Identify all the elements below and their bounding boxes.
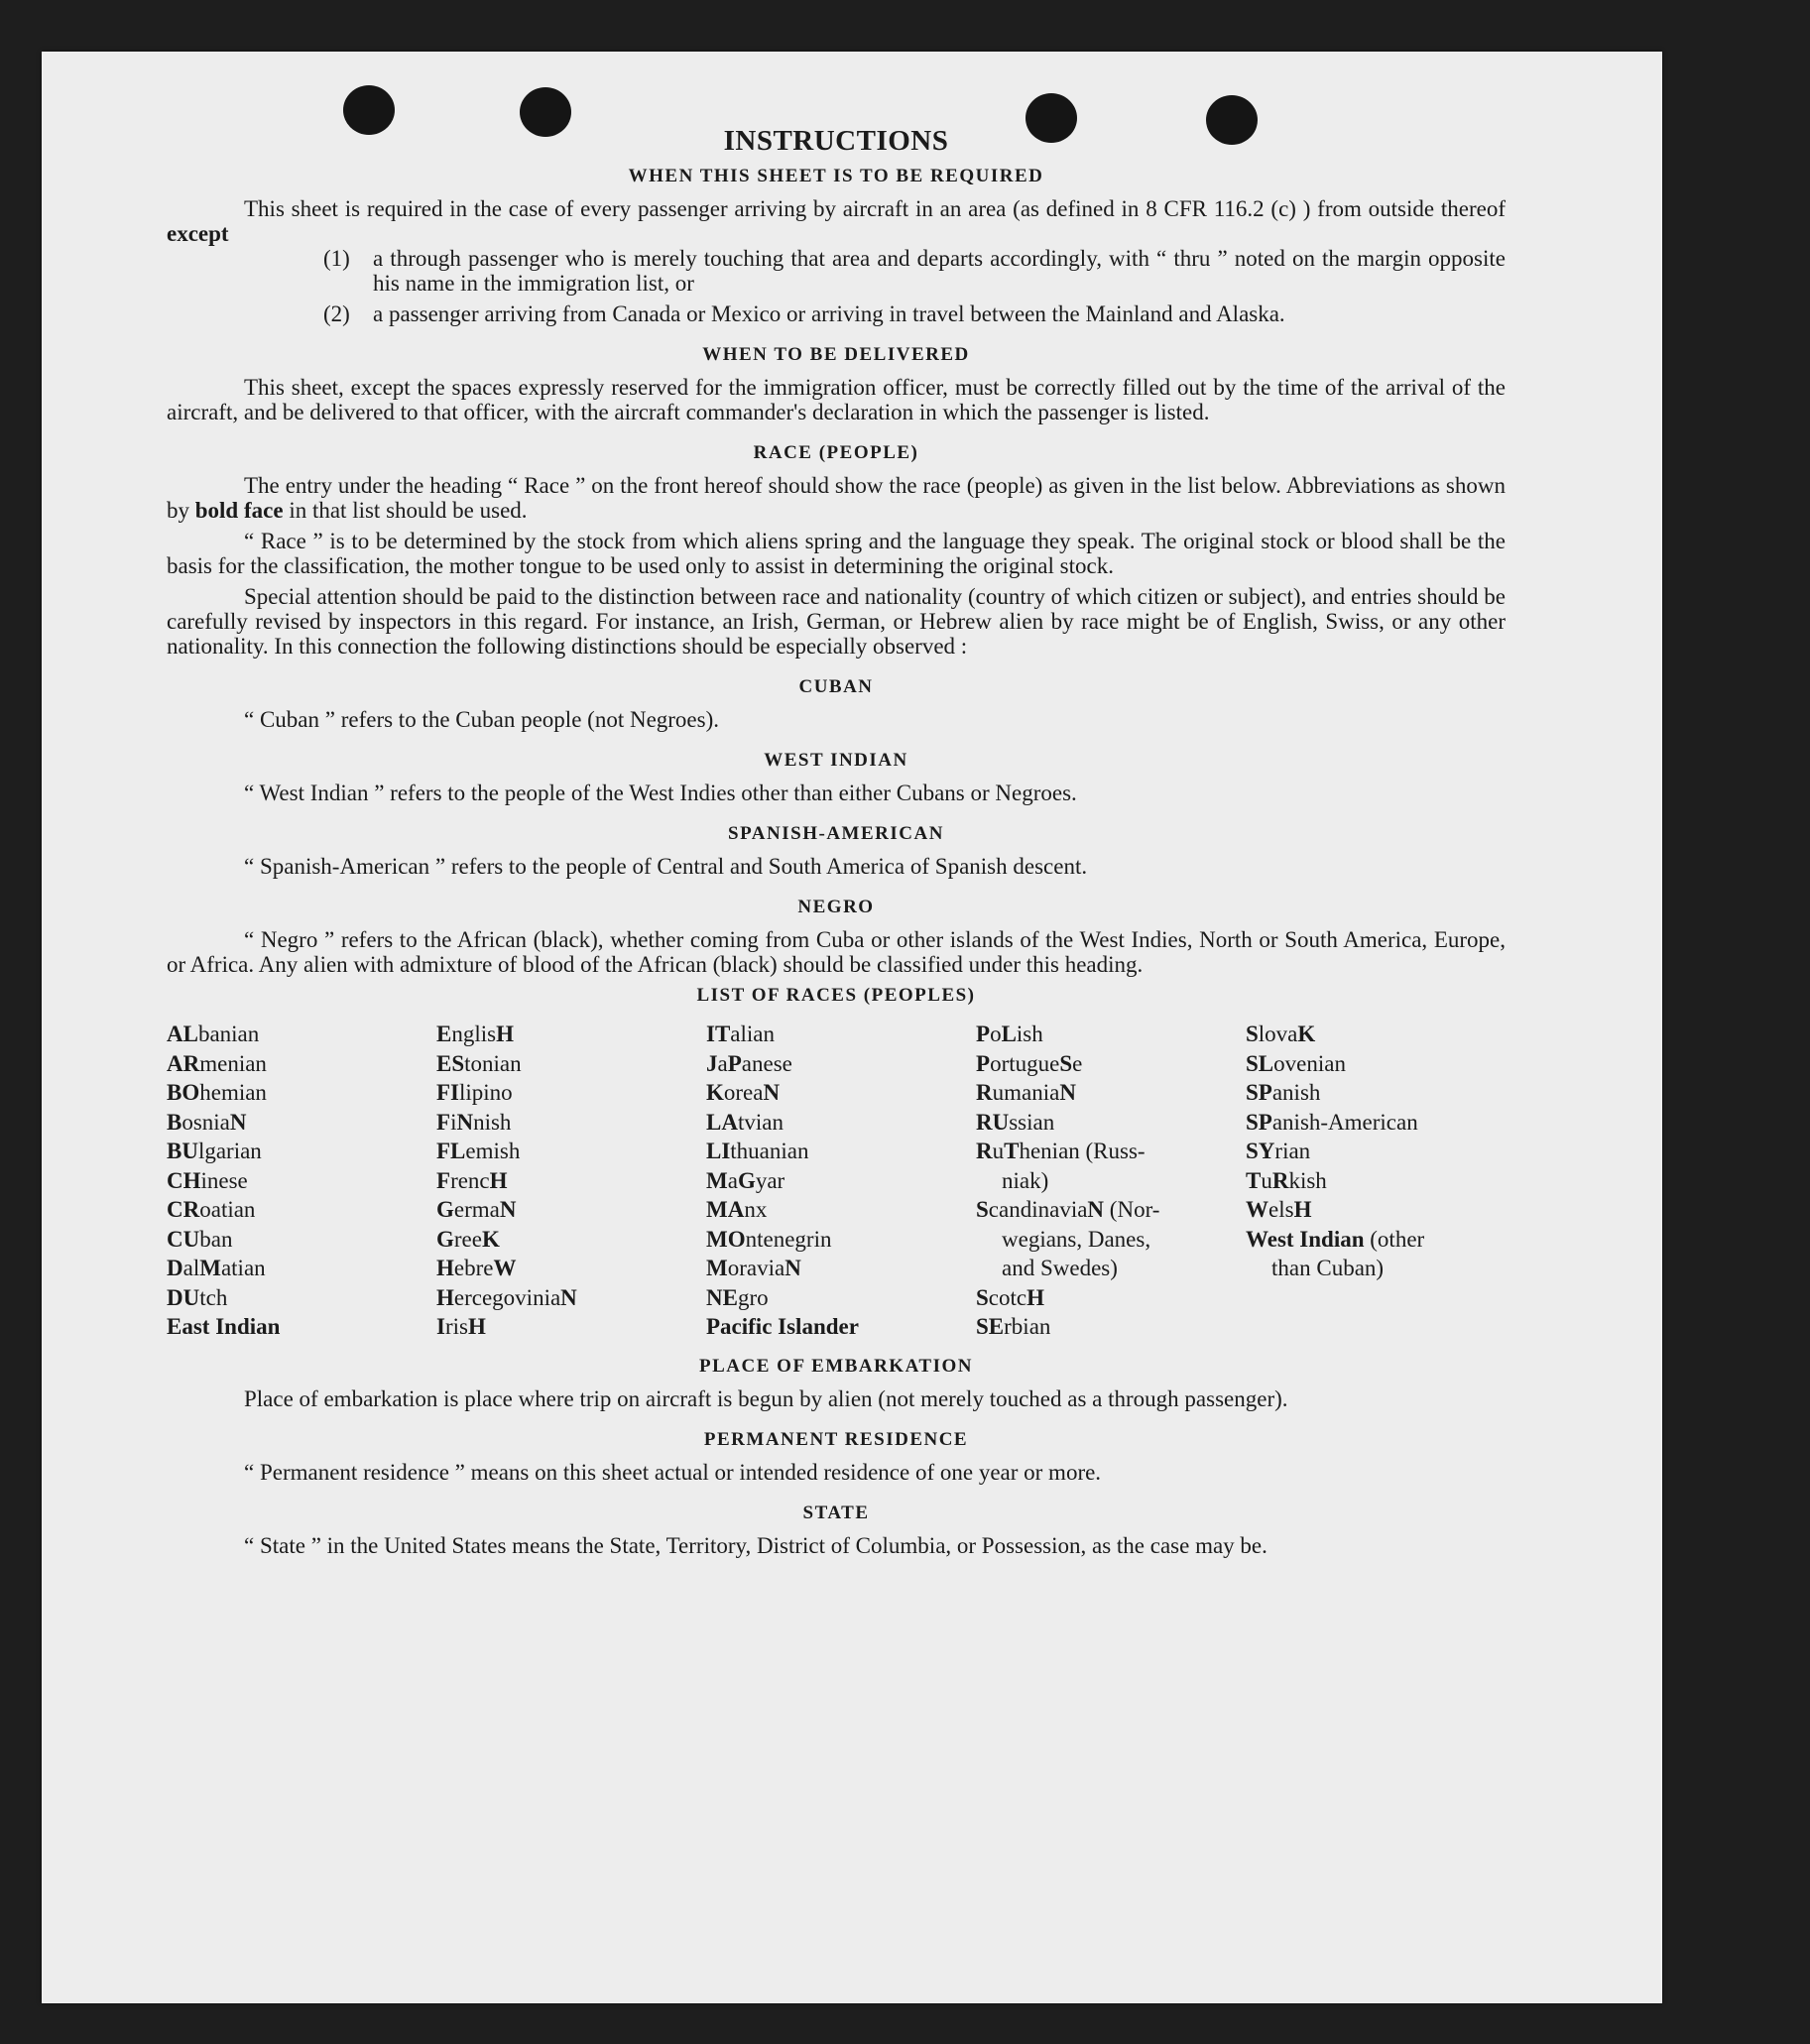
paragraph: This sheet, except the spaces expressly reserved for the immigration officer, must be correctly filled out by the time of the arrival of the aircraft, and be delivered to that officer, with the aircraft commander's declaration in which the passenger is listed. bbox=[167, 375, 1506, 424]
paragraph: “ Negro ” refers to the African (black), whether coming from Cuba or other islands of the West Indies, North or South America, Europe, or Africa. Any alien with admixture of blood of the African (black) should be classified under this heading. bbox=[167, 927, 1506, 977]
race-entry: MoraviaN bbox=[706, 1256, 801, 1280]
race-entry: HercegoviniaN bbox=[436, 1284, 577, 1310]
race-entry: ScotcH bbox=[976, 1284, 1044, 1310]
race-entry: NEgro bbox=[706, 1284, 769, 1310]
race-entry: GreeK bbox=[436, 1226, 500, 1252]
race-entry: ALbanian bbox=[167, 1022, 260, 1046]
section-heading: CUBAN bbox=[798, 676, 874, 697]
race-entry: MAnx bbox=[706, 1197, 768, 1222]
race-entry: ARmenian bbox=[167, 1050, 267, 1076]
race-entry: LIthuanian bbox=[706, 1139, 809, 1163]
paragraph: Place of embarkation is place where trip on aircraft is begun by alien (not merely touched as a through passenger). bbox=[244, 1385, 1288, 1411]
race-entry: CHinese bbox=[167, 1167, 248, 1193]
race-entry: CUban bbox=[167, 1226, 233, 1252]
race-entry: SErbian bbox=[976, 1314, 1051, 1339]
section-heading: STATE bbox=[802, 1502, 870, 1523]
race-entry: West Indian (other bbox=[1246, 1226, 1425, 1252]
race-entry: than Cuban) bbox=[1271, 1256, 1385, 1280]
race-entry: LAtvian bbox=[706, 1109, 784, 1135]
race-list bbox=[167, 1020, 1506, 1342]
race-entry: SPanish-American bbox=[1246, 1109, 1418, 1135]
paragraph: “ Race ” is to be determined by the stock from which aliens spring and the language they speak. The original stock or blood shall be the basis for the classification, the mother tongue to be used only to assist in determining the original stock. bbox=[167, 529, 1506, 578]
race-entry: GermaN bbox=[436, 1197, 517, 1222]
race-entry: FIlipino bbox=[436, 1080, 513, 1105]
race-entry: SlovaK bbox=[1246, 1022, 1316, 1046]
race-entry: and Swedes) bbox=[1002, 1256, 1118, 1280]
paragraph: The entry under the heading “ Race ” on the front hereof should show the race (people) as given in the list below. Abbreviations as shown by bold face in that list should be used. bbox=[167, 473, 1506, 523]
race-entry: BosniaN bbox=[167, 1109, 247, 1135]
race-entry: DalMatian bbox=[167, 1256, 266, 1280]
race-entry: niak) bbox=[1002, 1167, 1049, 1193]
race-entry: WelsH bbox=[1246, 1197, 1312, 1222]
race-entry: BOhemian bbox=[167, 1080, 267, 1105]
race-entry: EnglisH bbox=[436, 1022, 514, 1046]
race-entry: SLovenian bbox=[1246, 1050, 1346, 1076]
race-entry: PortugueSe bbox=[976, 1050, 1083, 1076]
section-heading: WHEN THIS SHEET IS TO BE REQUIRED bbox=[628, 166, 1044, 186]
race-entry: ScandinaviaN (Nor- bbox=[976, 1197, 1160, 1222]
paragraph: This sheet is required in the case of every passenger arriving by aircraft in an area (as defined in 8 CFR 116.2 (c) ) from outside thereof except bbox=[167, 196, 1506, 246]
page-title: INSTRUCTIONS bbox=[723, 125, 949, 157]
paragraph: “ Spanish-American ” refers to the people of Central and South America of Spanish descent. bbox=[244, 854, 1088, 879]
list-item: (1) a through passenger who is merely touching that area and departs accordingly, with “ thru ” noted on the margin opposite his name in the immigration list, or bbox=[323, 246, 1506, 296]
section-heading: RACE (PEOPLE) bbox=[753, 442, 919, 463]
race-entry: wegians, Danes, bbox=[1002, 1226, 1151, 1252]
race-entry: BUlgarian bbox=[167, 1139, 262, 1163]
race-entry: MOntenegrin bbox=[706, 1226, 832, 1252]
race-column bbox=[167, 1020, 436, 1342]
race-entry: CRoatian bbox=[167, 1197, 256, 1222]
section-heading: WEST INDIAN bbox=[764, 750, 908, 771]
race-column bbox=[436, 1020, 706, 1342]
paragraph: “ State ” in the United States means the State, Territory, District of Columbia, or Possession, as the case may be. bbox=[244, 1532, 1267, 1558]
race-entry: FLemish bbox=[436, 1139, 521, 1163]
race-entry: SYrian bbox=[1246, 1139, 1311, 1163]
race-entry: IrisH bbox=[436, 1314, 486, 1339]
race-entry: RUssian bbox=[976, 1109, 1055, 1135]
race-column bbox=[1246, 1020, 1506, 1342]
race-entry: HebreW bbox=[436, 1256, 517, 1280]
race-column bbox=[976, 1020, 1246, 1342]
race-entry: FiNnish bbox=[436, 1109, 512, 1135]
race-entry: TuRkish bbox=[1246, 1167, 1327, 1193]
race-entry: Pacific Islander bbox=[706, 1314, 859, 1339]
race-entry: DUtch bbox=[167, 1284, 228, 1310]
punch-hole bbox=[343, 85, 395, 135]
section-heading: WHEN TO BE DELIVERED bbox=[702, 344, 970, 365]
list-item: (2) a passenger arriving from Canada or Mexico or arriving in travel between the Mainland and Alaska. bbox=[323, 301, 1285, 326]
race-entry: RuThenian (Russ- bbox=[976, 1139, 1146, 1163]
paragraph: “ Cuban ” refers to the Cuban people (not Negroes). bbox=[244, 707, 720, 732]
race-entry: KoreaN bbox=[706, 1080, 781, 1105]
section-heading: PERMANENT RESIDENCE bbox=[703, 1428, 969, 1450]
race-entry: FrencH bbox=[436, 1167, 508, 1193]
paragraph: “ Permanent residence ” means on this sheet actual or intended residence of one year or more. bbox=[244, 1459, 1102, 1485]
race-entry: ITalian bbox=[706, 1022, 775, 1046]
paragraph: Special attention should be paid to the distinction between race and nationality (country of which citizen or subject), and entries should be carefully revised by inspectors in this regard. For instance, an Irish, German, or Hebrew alien by race might be of English, Swiss, or any other nationality. In this connection the following distinctions should be especially observed : bbox=[167, 584, 1506, 659]
race-column bbox=[706, 1020, 976, 1342]
race-entry: SPanish bbox=[1246, 1080, 1321, 1105]
section-heading: LIST OF RACES (PEOPLES) bbox=[696, 985, 976, 1006]
race-entry: East Indian bbox=[167, 1314, 281, 1339]
race-entry: EStonian bbox=[436, 1050, 522, 1076]
section-heading: SPANISH-AMERICAN bbox=[728, 823, 944, 844]
section-heading: PLACE OF EMBARKATION bbox=[699, 1355, 973, 1377]
section-heading: NEGRO bbox=[797, 897, 875, 917]
race-entry: PoLish bbox=[976, 1022, 1043, 1046]
race-entry: JaPanese bbox=[706, 1050, 792, 1076]
race-entry: RumaniaN bbox=[976, 1080, 1076, 1105]
paragraph: “ West Indian ” refers to the people of the West Indies other than either Cubans or Negroes. bbox=[244, 781, 1077, 805]
instructions-text bbox=[167, 125, 1506, 1558]
race-entry: MaGyar bbox=[706, 1167, 785, 1193]
